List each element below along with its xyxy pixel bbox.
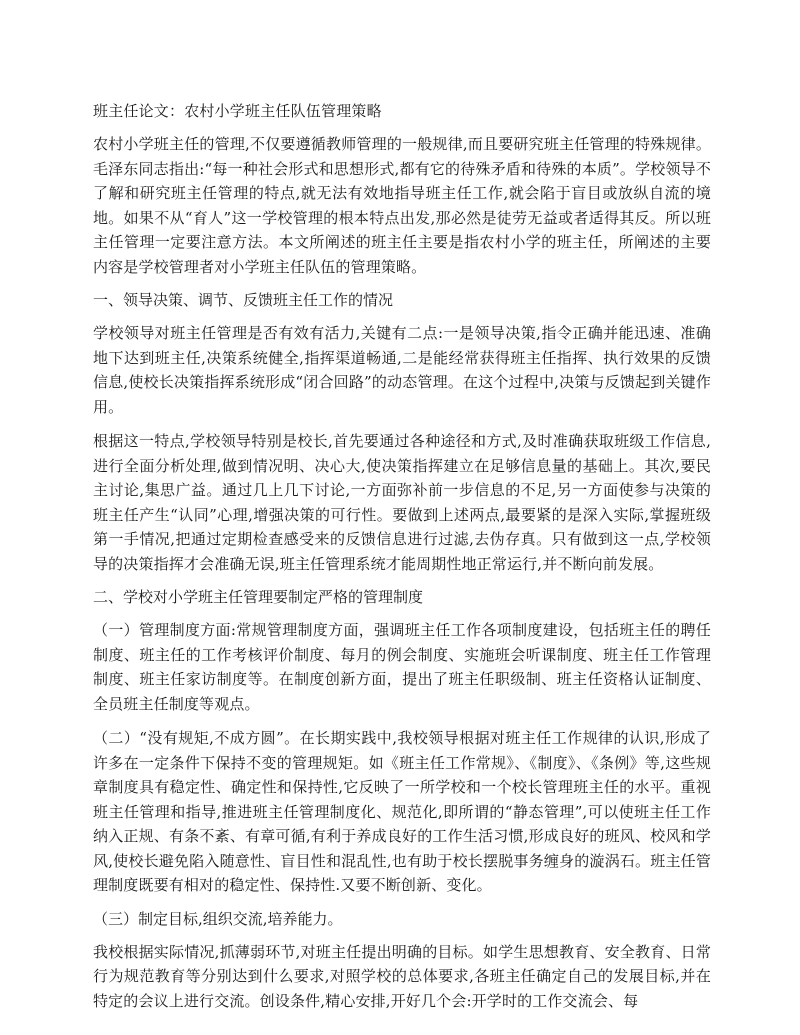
section-2-paragraph-3: 我校根据实际情况,抓薄弱环节,对班主任提出明确的目标。如学生思想教育、安全教育、日常行为规范教育等分别达到什么要求,对照学校的总体要求,各班主任确定自己的发展目标,并在特定的会议上进行交流。创设条件,精心安排,开好几个会:开学时的工作交流会、每: [93, 942, 711, 1010]
document-page: [93, 100, 711, 1023]
section-heading-2: 二、学校对小学班主任管理要制定严格的管理制度: [93, 588, 424, 606]
section-2-paragraph-2: （二）“没有规矩,不成方圆”。在长期实践中,我校领导根据对班主任工作规律的认识,形成了许多在一定条件下保持不变的管理规矩。如《班主任工作常规》、《制度》、《条例》等,这些规章制度具有稳定性、确定性和保持性,它反映了一所学校和一个校长管理班主任的水平。重视班主任管理和指导,推进班主任管理制度化、规范化,即所谓的“静态管理”,可以使班主任工作纳入正规、有条不紊、有章可循,有利于养成良好的工作生活习惯,形成良好的班风、校风和学风,使校长避免陷入随意性、盲目性和混乱性,也有助于校长摆脱事务缠身的漩涡石。班主任管理制度既要有相对的稳定性、保持性.又要不断创新、变化。: [93, 729, 711, 894]
section-1-paragraph-1: 学校领导对班主任管理是否有效有活力,关键有二点:一是领导决策,指令正确并能迅速、准确地下达到班主任,决策系统健全,指挥渠道畅通,二是能经常获得班主任指挥、执行效果的反馈信息,使校长决策指挥系统形成“闭合回路”的动态管理。在这个过程中,决策与反馈起到关键作用。: [93, 324, 711, 416]
section-2-paragraph-1: （一）管理制度方面:常规管理制度方面，强调班主任工作各项制度建设，包括班主任的聘任制度、班主任的工作考核评价制度、每月的例会制度、实施班会听课制度、班主任工作管理制度、班主任家访制度等。在制度创新方面，提出了班主任职级制、班主任资格认证制度、全员班主任制度等观点。: [93, 621, 711, 713]
document-title: 班主任论文：农村小学班主任队伍管理策略: [93, 102, 382, 120]
section-heading-1: 一、领导决策、调节、反馈班主任工作的情况: [93, 291, 394, 309]
document-body: [93, 132, 711, 1013]
subsection-heading-3: （三）制定目标,组织交流,培养能力。: [93, 909, 343, 928]
intro-paragraph: 农村小学班主任的管理,不仅要遵循教师管理的一般规律,而且要研究班主任管理的特殊规律。毛泽东同志指出:“每一种社会形式和思想形式,都有它的待殊矛盾和待殊的本质”。学校领导不了解和研究班主任管理的特点,就无法有效地指导班主任工作,就会陷于盲目或放纵自流的境地。如果不从“育人”这一学校管理的根本特点出发,那必然是徒劳无益或者适得其反。所以班主任管理一定要注意方法。本文所阐述的班主任主要是指农村小学的班主任，所阐述的主要内容是学校管理者对小学班主任队伍的管理策略。: [93, 135, 711, 276]
section-1-paragraph-2: 根据这一特点,学校领导特别是校长,首先要通过各种途径和方式,及时准确获取班级工作信息,进行全面分析处理,做到情况明、决心大,使决策指挥建立在足够信息量的基础上。其次,要民主讨论,集思广益。通过几上几下讨论,一方面弥补前一步信息的不足,另一方面使参与决策的班主任产生“认同”心理,增强决策的可行性。要做到上述两点,最要紧的是深入实际,掌握班级第一手情况,把通过定期检查感受来的反馈信息进行过滤,去伪存真。只有做到这一点,学校领导的决策指挥才会准确无误,班主任管理系统才能周期性地正常运行,并不断向前发展。: [93, 432, 711, 573]
